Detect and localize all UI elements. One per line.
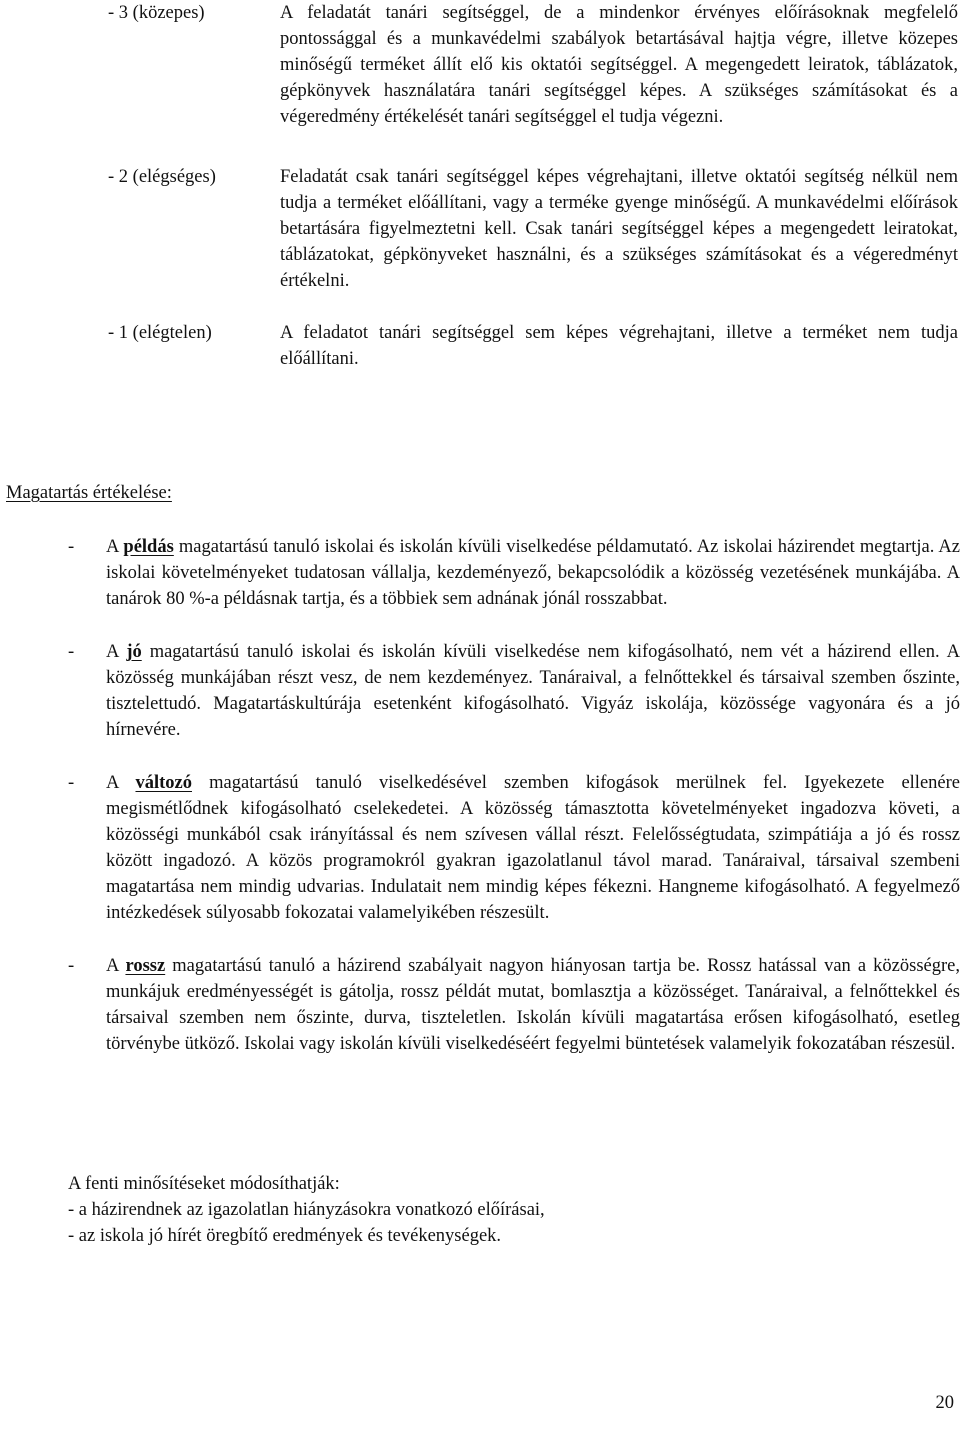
grade-item-3 [108,0,960,130]
list-dash: - [68,537,75,557]
behavior-item-pheldas [68,534,960,612]
behavior-keyword: rossz [125,956,166,976]
behavior-item-rossz [68,953,960,1057]
behavior-prefix: A [106,642,127,662]
grade-label: - 3 (közepes) [108,3,205,23]
behavior-keyword: változó [135,773,192,793]
behavior-text: magatartású tanuló iskolai és iskolán kívüli viselkedése nem kifogásolható, nem vét a házirend ellen. A közösség munkájában részt vesz, de nem kezdeményez. Tanáraival, a felnőttekkel és társaival szemben őszinte, tisztelettudó. Magatartáskultúrája esetenként kifogásolható. Vigyáz iskolája, közössége vagyonára és a jó hírnevére. [106,642,960,740]
behavior-item-valtozo [68,770,960,926]
grade-item-1 [108,320,960,372]
behavior-description [106,534,960,612]
behavior-prefix: A [106,537,124,557]
behavior-text: magatartású tanuló a házirend szabályait nagyon hiányosan tartja be. Rossz hatással van a közösségre, munkájuk eredményességét is gátolja, rossz példát mutat, bomlasztja a közösséget. Tanáraival, a felnőttekkel és társaival szemben nem őszinte, durva, tiszteletlen. Iskolán kívüli magatartása erősen kifogásolható, esetleg törvénybe ütköző. Iskolai vagy iskolán kívüli viselkedéséért fegyelmi büntetések valamelyik fokozatában részesül. [106,956,960,1054]
behavior-item-jo [68,639,960,743]
modifier-item: - a házirendnek az igazolatlan hiányzásokra vonatkozó előírásai, [68,1200,545,1220]
modifiers-intro: A fenti minősítéseket módosíthatják: [68,1174,340,1194]
modifier-item: - az iskola jó hírét öregbítő eredmények és tevékenységek. [68,1226,502,1246]
behavior-prefix: A [106,773,136,793]
list-dash: - [68,773,75,793]
grade-label: - 2 (elégséges) [108,167,216,187]
grade-list [108,0,960,372]
grade-description: A feladatot tanári segítséggel sem képes végrehajtani, illetve a terméket nem tudja előállítani. [280,323,958,369]
list-dash: - [68,956,75,976]
behavior-keyword: jó [126,642,142,662]
behavior-description [106,953,960,1057]
section-title: Magatartás értékelése: [6,483,172,503]
behavior-prefix: A [106,956,126,976]
behavior-list [68,534,960,1057]
grade-description: A feladatát tanári segítséggel, de a mindenkor érvényes előírásoknak megfelelő pontossággal és a munkavédelmi szabályok betartásával hajtja végre, illetve közepes minőségű terméket állít elő kis oktatói segítséggel. A megengedett leiratok, táblázatok, gépkönyvek használatára tanári segítséggel képes. A szükséges számításokat és a végeredmény értékelését tanári segítséggel el tudja végezni. [280,3,958,127]
behavior-text: magatartású tanuló viselkedésével szemben kifogások merülnek fel. Igyekezete ellenére megismétlődnek kifogásolható cselekedetei. A közösség támasztotta követelményeket ingadozva követi, a közösségi munkából csak irányítással és nem szívesen vállal részt. Felelősségtudata, szimpátiája a jó és rossz között ingadozó. A közös programokról gyakran igazolatlanul távol marad. Tanáraival, társaival szembeni magatartása nem mindig udvarias. Indulatait nem mindig képes fékezni. Hangneme kifogásolható. A fegyelmező intézkedések súlyosabb fokozatai valamelyikében részesült. [106,773,960,923]
grade-item-2 [108,164,960,294]
list-dash: - [68,642,75,662]
grade-label: - 1 (elégtelen) [108,323,212,343]
behavior-description [106,770,960,926]
modifiers-block [68,1171,960,1249]
page-number: 20 [935,1393,954,1413]
behavior-text: magatartású tanuló iskolai és iskolán kívüli viselkedése példamutató. Az iskolai házirendet megtartja. Az iskolai követelményeket tudatosan vállalja, kezdeményező, bekapcsolódik a közösség vezetésének munkájába. A tanárok 80 %-a példásnak tartja, és a többiek sem adnának jónál rosszabbat. [106,537,960,609]
behavior-description [106,639,960,743]
grade-description: Feladatát csak tanári segítséggel képes végrehajtani, illetve oktatói segítség nélkül nem tudja a terméket előállítani, vagy a terméke gyenge minőségű. A munkavédelmi előírások betartására figyelmeztetni kell. Csak tanári segítséggel képes a megengedett leiratokat, táblázatokat, gépkönyveket használni, és a szükséges számításokat és a végeredményt értékelni. [280,167,958,291]
behavior-keyword: példás [123,537,174,557]
